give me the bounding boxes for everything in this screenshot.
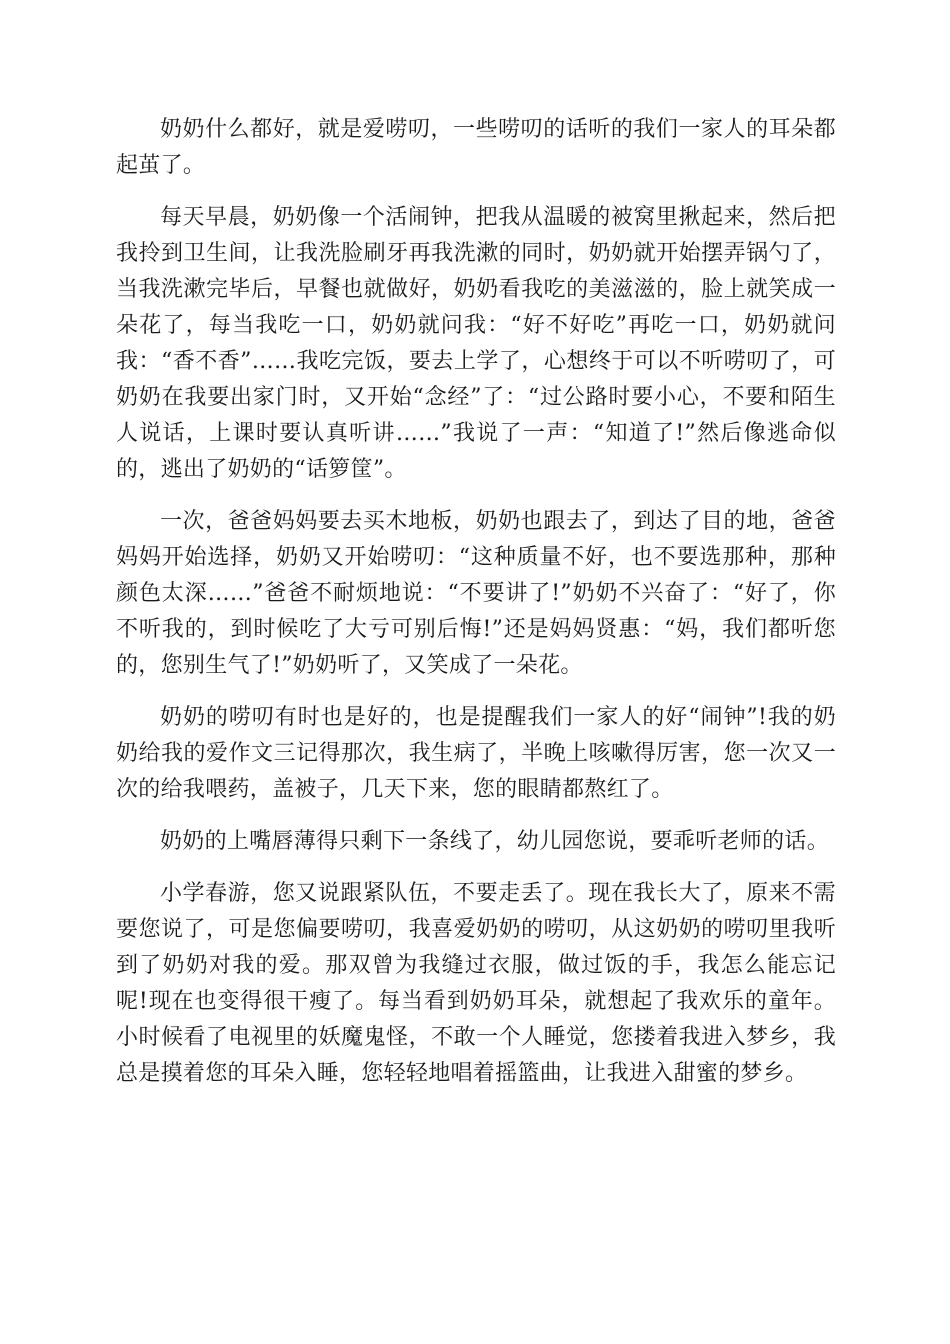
essay-body — [116, 112, 836, 1108]
paragraph-3: 一次，爸爸妈妈要去买木地板，奶奶也跟去了，到达了目的地，爸爸妈妈开始选择，奶奶又开始唠叨：“这种质量不好，也不要选那种，那种颜色太深……”爸爸不耐烦地说：“不要讲了!”奶奶不兴奋了：“好了，你不听我的，到时候吃了大亏可别后悔!”还是妈妈贤惠：“妈，我们都听您的，您别生气了!”奶奶听了，又笑成了一朵花。 — [116, 509, 836, 678]
paragraph-6: 小学春游，您又说跟紧队伍，不要走丢了。现在我长大了，原来不需要您说了，可是您偏要唠叨，我喜爱奶奶的唠叨，从这奶奶的唠叨里我听到了奶奶对我的爱。那双曾为我缝过衣服，做过饭的手，我怎么能忘记呢!现在也变得很干瘦了。每当看到奶奶耳朵，就想起了我欢乐的童年。小时候看了电视里的妖魔鬼怪，不敢一个人睡觉，您搂着我进入梦乡，我总是摸着您的耳朵入睡，您轻轻地唱着摇篮曲，让我进入甜蜜的梦乡。 — [116, 881, 836, 1086]
paragraph-5: 奶奶的上嘴唇薄得只剩下一条线了，幼儿园您说，要乖听老师的话。 — [160, 829, 830, 854]
paragraph-1: 奶奶什么都好，就是爱唠叨，一些唠叨的话听的我们一家人的耳朵都起茧了。 — [116, 117, 836, 178]
paragraph-4: 奶奶的唠叨有时也是好的，也是提醒我们一家人的好“闹钟”!我的奶奶给我的爱作文三记得那次，我生病了，半晚上咳嗽得厉害，您一次又一次的给我喂药，盖被子，几天下来，您的眼睛都熬红了。 — [116, 705, 836, 802]
paragraph-2: 每天早晨，奶奶像一个活闹钟，把我从温暖的被窝里揪起来，然后把我拎到卫生间，让我洗脸刷牙再我洗漱的同时，奶奶就开始摆弄锅勺了，当我洗漱完毕后，早餐也就做好，奶奶看我吃的美滋滋的，脸上就笑成一朵花了，每当我吃一口，奶奶就问我：“好不好吃”再吃一口，奶奶就问我：“香不香”……我吃完饭，要去上学了，心想终于可以不听唠叨了，可奶奶在我要出家门时，又开始“念经”了：“过公路时要小心，不要和陌生人说话，上课时要认真听讲……”我说了一声：“知道了!”然后像逃命似的，逃出了奶奶的“话箩筐”。 — [116, 205, 836, 482]
